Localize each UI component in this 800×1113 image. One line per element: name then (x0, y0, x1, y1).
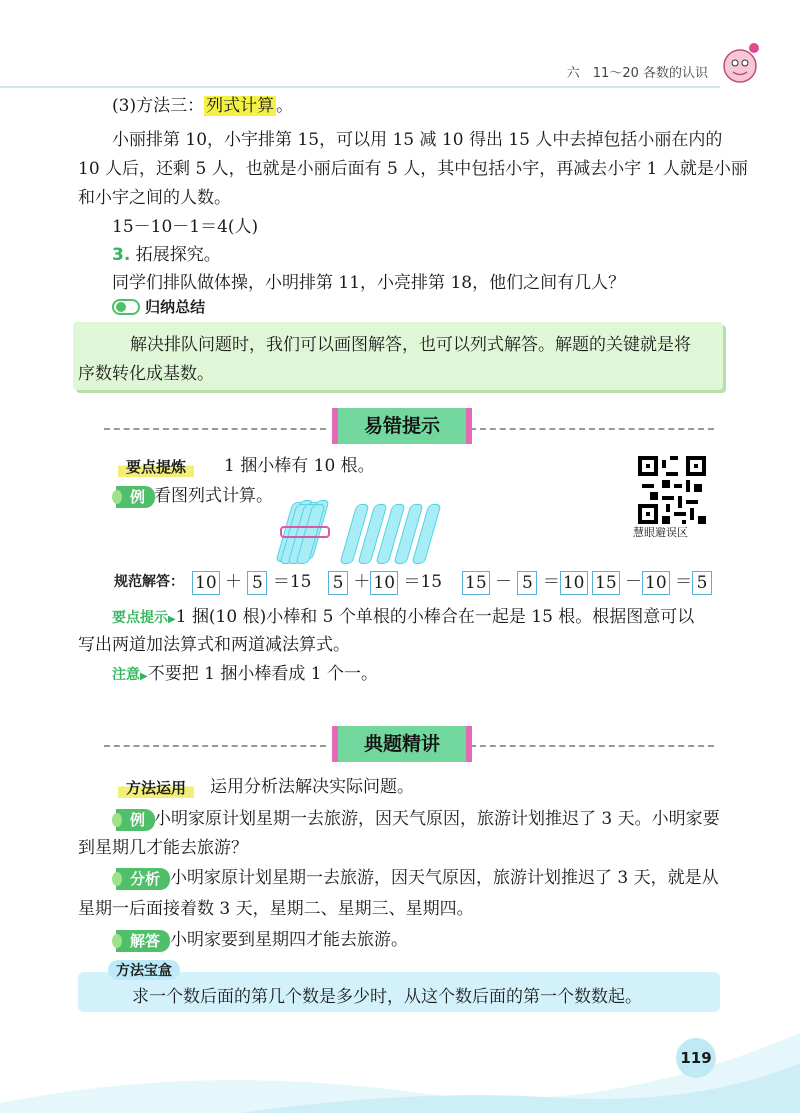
equation-4: 15 － 10 ＝ 5 (592, 568, 712, 596)
method3-line-2: 10 人后，还剩 5 人，也就是小丽后面有 5 人，其中包括小宇，再减去小宇 1 人就是小丽 (78, 159, 748, 179)
example-text: 看图列式计算。 (154, 486, 273, 506)
analysis-label: 分析 (116, 868, 170, 890)
method-box-label: 方法宝盒 (108, 960, 180, 980)
analysis-line-1: 小明家原计划星期一去旅游，因天气原因，旅游计划推迟了 3 天，就是从 (170, 868, 719, 888)
section-title-classic: 典题精讲 (332, 726, 472, 762)
mascot-icon (718, 40, 762, 86)
method3-formula: 15－10－1＝4(人) (112, 217, 259, 237)
method-box-text: 求一个数后面的第几个数是多少时，从这个数后面的第一个数数起。 (132, 987, 642, 1007)
summary-line-2: 序数转化成基数。 (78, 364, 214, 384)
section-divider-right (470, 745, 714, 747)
note-line: 注意▶不要把 1 捆小棒看成 1 个一。 (112, 664, 378, 684)
summary-line-1: 解决排队问题时，我们可以画图解答，也可以列式解答。解题的关键就是将 (130, 335, 691, 355)
classic-example-label: 例 (116, 809, 155, 831)
running-header: 六 11～20 各数的认识 (566, 66, 708, 81)
answer-label: 规范解答： (114, 574, 184, 590)
method3-heading: (3)方法三： 列式计算 。 (112, 96, 294, 116)
method3-line-3: 和小宇之间的人数。 (78, 188, 231, 208)
qr-label: 慧眼避误区 (633, 526, 688, 539)
method-label: 方法运用 (118, 777, 194, 798)
section-divider-right (470, 428, 714, 430)
section-title-errors: 易错提示 (332, 408, 472, 444)
example-label: 例 (116, 486, 155, 508)
classic-example-line-2: 到星期几才能去旅游？ (78, 838, 248, 858)
solution-label: 解答 (116, 930, 170, 952)
qr-code-icon[interactable] (638, 456, 706, 524)
summary-label: 归纳总结 (112, 296, 205, 317)
single-sticks-illustration (340, 504, 430, 566)
page-number: 119 (676, 1038, 716, 1078)
method3-line-1: 小丽排第 10，小宇排第 15，可以用 15 减 10 得出 15 人中去掉包括小丽在内的 (112, 130, 723, 150)
keypoint-text: 1 捆小棒有 10 根。 (224, 456, 375, 476)
toggle-icon (112, 299, 140, 315)
equation-1: 10 ＋ 5 ＝15 (192, 568, 312, 596)
section-divider-left (104, 745, 326, 747)
equation-3: 15 － 5 ＝ 10 (462, 568, 588, 596)
classic-example-line-1: 小明家原计划星期一去旅游，因天气原因，旅游计划推迟了 3 天。小明家要 (154, 809, 720, 829)
section-divider-left (104, 428, 326, 430)
solution-text: 小明家要到星期四才能去旅游。 (170, 930, 408, 950)
analysis-line-2: 星期一后面接着数 3 天，星期二、星期三、星期四。 (78, 899, 474, 919)
explore-question: 同学们排队做体操，小明排第 11，小亮排第 18，他们之间有几人？ (112, 273, 626, 293)
method-text: 运用分析法解决实际问题。 (210, 777, 414, 797)
hint-line-1: 要点提示▶1 捆(10 根)小棒和 5 个单根的小棒合在一起是 15 根。根据图意可以 (112, 607, 695, 627)
method3-highlight: 列式计算 (206, 96, 275, 116)
keypoint-label: 要点提炼 (118, 456, 194, 477)
explore-heading: 3. 拓展探究。 (112, 245, 221, 265)
equation-2: 5 ＋ 10 ＝15 (328, 568, 442, 596)
header-rule (0, 86, 720, 88)
stick-bundle-illustration (280, 500, 328, 564)
hint-line-2: 写出两道加法算式和两道减法算式。 (78, 635, 350, 655)
